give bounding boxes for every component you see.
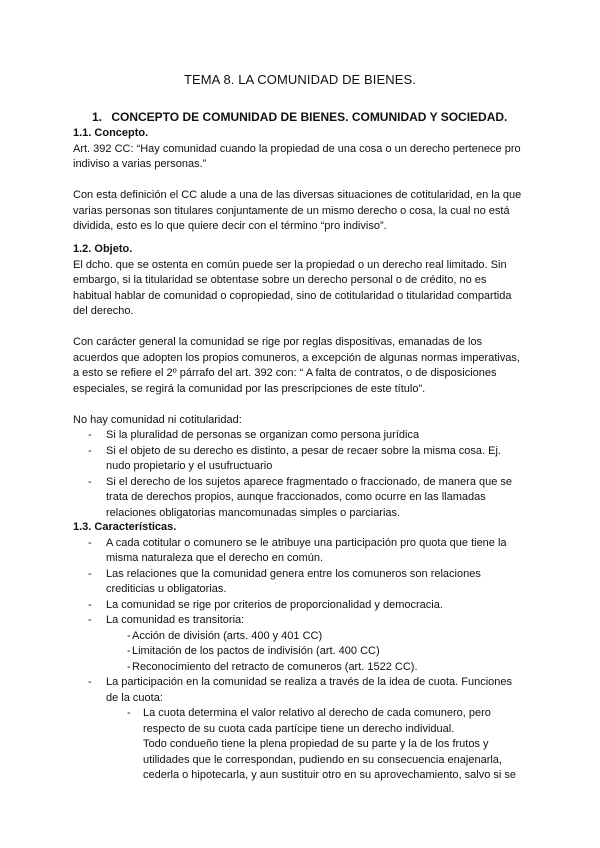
objeto-section (73, 242, 533, 521)
list-item: - Si el objeto de su derecho es distinto, a pesar de recaer sobre la misma cosa. Ej. nudo propietario y el usufructuario (73, 444, 533, 475)
sublist-item: - La cuota determina el valor relativo al derecho de cada comunero, pero respecto de su cuota cada partícipe tiene un derecho individual. (73, 706, 533, 737)
text-line: acuerdos que adopten los propios comuneros, a excepción de algunas normas imperativas, (73, 351, 520, 364)
transitoria-sublist (73, 629, 533, 676)
text-line: Art. 392 CC: “Hay comunidad cuando la propiedad de una cosa o un derecho pertenece pro (73, 142, 521, 155)
text-line: dividida, esto es lo que quiere decir con el término “pro indiviso”. (73, 220, 387, 232)
list-item: - Si la pluralidad de personas se organizan como persona jurídica (73, 428, 533, 444)
list-item: - Las relaciones que la comunidad genera entre los comuneros son relaciones crediticias u obligatorias. (73, 567, 533, 598)
text-line: Con esta definición el CC alude a una de las diversas situaciones de cotitularidad, en la que (73, 189, 522, 201)
caracteristicas-section (73, 520, 533, 784)
list-item: - A cada cotitular o comunero se le atribuye una participación pro quota que tiene la misma naturaleza que el derecho en común. (73, 536, 533, 567)
text-line: indiviso a varias personas.” (73, 158, 207, 170)
cuota-paragraph: Todo condueño tiene la plena propiedad de su parte y la de los frutos y utilidades que le correspondan, pudiendo en su consecuencia enajenarla, cederla o hipotecarla, y aun sustituir otro en su aprovechamiento, salvo si se (143, 738, 516, 781)
text-line: del derecho. (73, 305, 134, 317)
caracteristicas-heading: 1.3. Características. (73, 521, 177, 533)
cuota-sublist (73, 706, 533, 737)
section-number: 1. (92, 110, 103, 124)
text-line: varias personas son titulares conjuntamente de un mismo derecho o cosa, la cual no está (73, 204, 510, 217)
concepto-section (73, 126, 533, 235)
cuota-list (73, 675, 533, 706)
text-line: habitual hablar de comunidad o copropiedad, sino de cotitularidad o titularidad compartida (73, 289, 512, 302)
list-item: - La comunidad se rige por criterios de proporcionalidad y democracia. (73, 598, 533, 614)
sublist-item: - Limitación de los pactos de indivisión (art. 400 CC) (73, 644, 533, 660)
text-line: especiales, se regirá la comunidad por las prescripciones de este título”. (73, 382, 426, 395)
section-heading (92, 110, 572, 126)
sublist-item: - Reconocimiento del retracto de comuneros (art. 1522 CC). (73, 660, 533, 676)
text-line: Con carácter general la comunidad se rige por reglas dispositivas, emanadas de los (73, 336, 483, 348)
text-line: a esto se refiere el 2º párrafo del art. 392 con: “ A falta de contratos, o de disposiciones (73, 367, 497, 379)
objeto-heading: 1.2. Objeto. (73, 243, 133, 255)
objeto-list (73, 428, 533, 521)
text-line: El dcho. que se ostenta en común puede ser la propiedad o un derecho real limitado. Sin (73, 258, 507, 271)
text-line: embargo, si la titularidad se obtentase sobre un derecho personal o de crédito, no es (73, 274, 487, 286)
text-line: No hay comunidad ni cotitularidad: (73, 413, 242, 426)
list-item: - La participación en la comunidad se realiza a través de la idea de cuota. Funciones de la cuota: (73, 675, 533, 706)
section-title: CONCEPTO DE COMUNIDAD DE BIENES. COMUNIDAD Y SOCIEDAD. (111, 110, 508, 124)
document-title: TEMA 8. LA COMUNIDAD DE BIENES. (183, 72, 417, 87)
sublist-item: - Acción de división (arts. 400 y 401 CC) (73, 629, 533, 645)
caracteristicas-list (73, 536, 533, 629)
concepto-heading: 1.1. Concepto. (73, 127, 149, 139)
list-item: - Si el derecho de los sujetos aparece fragmentado o fraccionado, de manera que se trata de derechos propios, aunque fraccionados, como ocurre en las llamadas relaciones obligatorias mancomunadas simples o parciarias. (73, 475, 533, 522)
list-item: - La comunidad es transitoria: (73, 613, 533, 629)
